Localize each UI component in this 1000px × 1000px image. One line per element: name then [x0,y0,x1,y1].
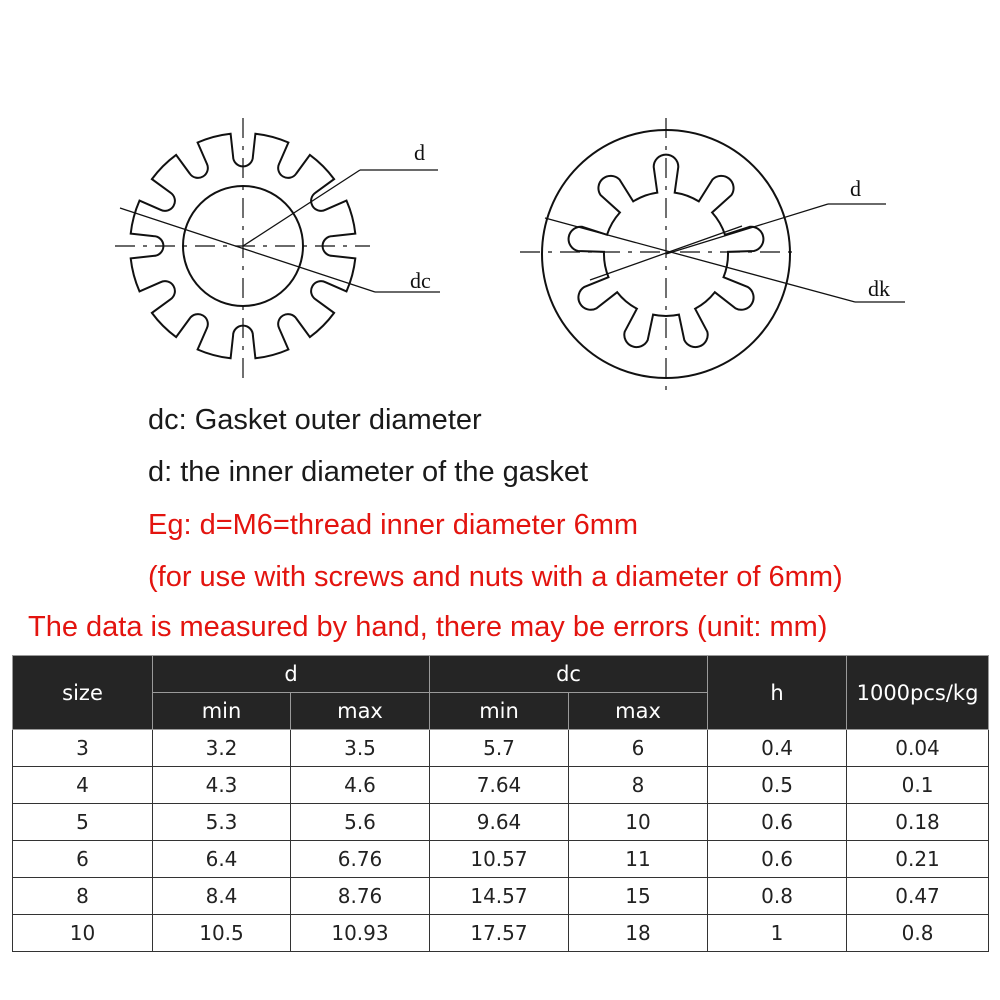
header-d: d [153,656,430,693]
internal-tooth-washer [520,118,905,392]
cell-weight: 0.18 [847,804,989,841]
header-size: size [13,656,153,730]
cell-size: 5 [13,804,153,841]
header-h: h [708,656,847,730]
header-dc-min: min [430,693,569,730]
cell-d-max: 4.6 [291,767,430,804]
table-row [13,804,989,841]
cell-dc-max: 10 [569,804,708,841]
spec-table [12,655,989,952]
cell-d-min: 5.3 [153,804,291,841]
inner-diameter-mark [590,226,742,280]
label-dk: dk [868,276,890,301]
leader-dc [120,208,375,292]
note-measurement-warning: The data is measured by hand, there may be errors (unit: mm) [28,611,828,643]
table-row [13,878,989,915]
cell-d-min: 3.2 [153,730,291,767]
label-d-right: d [850,176,861,201]
cell-dc-min: 5.7 [430,730,569,767]
cell-size: 4 [13,767,153,804]
header-d-min: min [153,693,291,730]
cell-dc-max: 18 [569,915,708,952]
cell-dc-max: 6 [569,730,708,767]
spec-table-header [13,656,989,730]
cell-dc-min: 10.57 [430,841,569,878]
cell-dc-min: 17.57 [430,915,569,952]
cell-h: 0.5 [708,767,847,804]
header-dc-max: max [569,693,708,730]
note-inner-diameter: d: the inner diameter of the gasket [148,456,589,488]
cell-d-max: 8.76 [291,878,430,915]
spec-table-body [13,730,989,952]
table-row [13,915,989,952]
cell-weight: 0.47 [847,878,989,915]
external-tooth-washer [115,118,440,380]
table-row [13,841,989,878]
cell-weight: 0.8 [847,915,989,952]
cell-d-max: 5.6 [291,804,430,841]
cell-dc-max: 8 [569,767,708,804]
note-example: Eg: d=M6=thread inner diameter 6mm [148,509,639,541]
cell-dc-max: 11 [569,841,708,878]
cell-weight: 0.1 [847,767,989,804]
cell-size: 3 [13,730,153,767]
table-row [13,730,989,767]
cell-h: 1 [708,915,847,952]
cell-dc-min: 14.57 [430,878,569,915]
label-d-left: d [414,140,425,165]
cell-d-max: 6.76 [291,841,430,878]
table-row [13,767,989,804]
cell-weight: 0.21 [847,841,989,878]
leader-dk [545,218,855,302]
cell-dc-min: 7.64 [430,767,569,804]
washer-diagram [0,0,1000,400]
header-d-max: max [291,693,430,730]
note-usage: (for use with screws and nuts with a diameter of 6mm) [148,561,843,593]
header-weight: 1000pcs/kg [847,656,989,730]
cell-d-min: 6.4 [153,841,291,878]
leader-d-right [666,204,828,254]
cell-size: 8 [13,878,153,915]
cell-size: 10 [13,915,153,952]
cell-h: 0.8 [708,878,847,915]
cell-dc-max: 15 [569,878,708,915]
cell-d-min: 10.5 [153,915,291,952]
cell-dc-min: 9.64 [430,804,569,841]
cell-h: 0.6 [708,841,847,878]
cell-h: 0.4 [708,730,847,767]
note-outer-diameter: dc: Gasket outer diameter [148,404,482,436]
label-dc-left: dc [410,268,431,293]
cell-size: 6 [13,841,153,878]
cell-d-min: 4.3 [153,767,291,804]
header-dc: dc [430,656,708,693]
cell-h: 0.6 [708,804,847,841]
cell-d-max: 3.5 [291,730,430,767]
cell-weight: 0.04 [847,730,989,767]
cell-d-max: 10.93 [291,915,430,952]
cell-d-min: 8.4 [153,878,291,915]
